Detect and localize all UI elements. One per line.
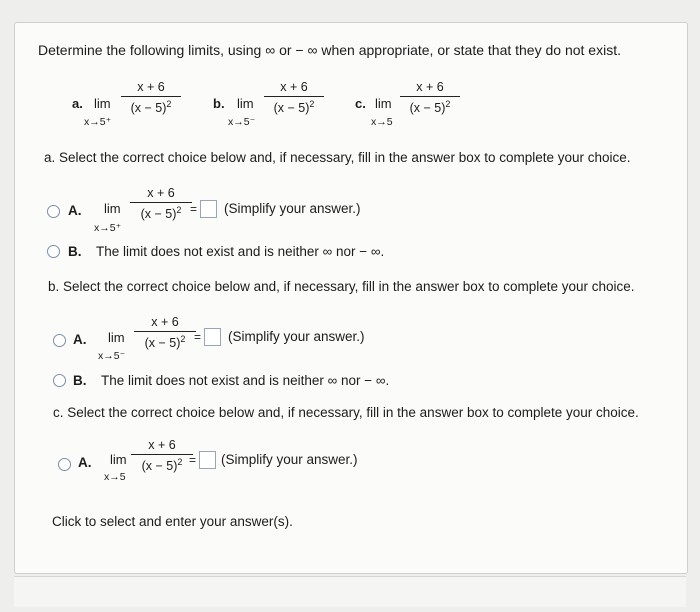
part-c-option-a-radio[interactable] xyxy=(58,458,71,471)
part-a-option-b-radio[interactable] xyxy=(47,245,60,258)
limit-b-lim: lim xyxy=(237,96,254,111)
limit-b-denominator: $(x - 5)^2$ xyxy=(273,99,315,116)
part-b-option-a-label: A. xyxy=(73,332,87,347)
numerator: x + 6 xyxy=(151,315,179,329)
part-c-answer-box[interactable] xyxy=(199,451,216,469)
bottom-bar xyxy=(14,576,686,607)
limit-a-sub: x→5⁺ xyxy=(84,116,112,128)
limit-b-numerator: x + 6 xyxy=(280,80,308,94)
limit-a-denominator: $(x - 5)^2$ xyxy=(130,99,172,116)
part-b-option-a-hint: (Simplify your answer.) xyxy=(228,329,365,344)
question-card xyxy=(14,22,688,574)
part-a-option-a-label: A. xyxy=(68,203,82,218)
part-b-answer-box[interactable] xyxy=(204,328,221,346)
limit-c-lim: lim xyxy=(375,96,392,111)
limit-a-lim: lim xyxy=(94,96,111,111)
limit-a-label: a. xyxy=(72,96,83,111)
equals-sign: = xyxy=(190,202,198,216)
equals-sign: = xyxy=(189,453,197,467)
question-prompt: Determine the following limits, using ∞ or − ∞ when appropriate, or state that they do not exist. xyxy=(38,42,621,58)
part-a-option-a-hint: (Simplify your answer.) xyxy=(224,201,361,216)
part-b-option-b-text: The limit does not exist and is neither ∞ nor − ∞. xyxy=(101,373,390,388)
part-b-option-a-fraction xyxy=(134,315,196,350)
footer-instruction: Click to select and enter your answer(s). xyxy=(52,514,293,529)
part-b-option-b-radio[interactable] xyxy=(53,374,66,387)
part-a-option-a-sub: x→5⁺ xyxy=(94,222,122,234)
numerator: x + 6 xyxy=(148,438,176,452)
part-c-option-a-hint: (Simplify your answer.) xyxy=(221,452,358,467)
limit-c-denominator: $(x - 5)^2$ xyxy=(409,99,451,116)
part-a-option-a-radio[interactable] xyxy=(47,205,60,218)
denominator: $(x - 5)^2$ xyxy=(144,334,186,351)
limit-c-sub: x→5 xyxy=(371,116,393,128)
limit-c-label: c. xyxy=(355,96,366,111)
part-a-instruction: a. Select the correct choice below and, if necessary, fill in the answer box to complete your choice. xyxy=(44,150,631,165)
part-a-option-a-lim: lim xyxy=(104,201,121,216)
numerator: x + 6 xyxy=(147,186,175,200)
part-b-option-a-sub: x→5⁻ xyxy=(98,350,126,362)
part-b-option-b-label: B. xyxy=(73,373,87,388)
equals-sign: = xyxy=(194,330,202,344)
limit-b-sub: x→5⁻ xyxy=(228,116,256,128)
limit-c-numerator: x + 6 xyxy=(416,80,444,94)
part-a-answer-box[interactable] xyxy=(200,200,217,218)
part-a-option-b-label: B. xyxy=(68,244,82,259)
limit-b-fraction xyxy=(264,80,324,115)
part-c-option-a-fraction xyxy=(131,438,193,473)
part-c-option-a-sub: x→5 xyxy=(104,471,126,483)
limit-a-numerator: x + 6 xyxy=(137,80,165,94)
part-c-option-a-label: A. xyxy=(78,455,92,470)
part-a-option-b-text: The limit does not exist and is neither ∞ nor − ∞. xyxy=(96,244,385,259)
limit-a-fraction xyxy=(121,80,181,115)
denominator: $(x - 5)^2$ xyxy=(141,457,183,474)
part-c-instruction: c. Select the correct choice below and, if necessary, fill in the answer box to complete your choice. xyxy=(53,405,639,420)
part-a-option-a-fraction xyxy=(130,186,192,221)
part-b-option-a-lim: lim xyxy=(108,330,125,345)
denominator: $(x - 5)^2$ xyxy=(140,205,182,222)
part-b-instruction: b. Select the correct choice below and, if necessary, fill in the answer box to complete your choice. xyxy=(48,279,635,294)
part-c-option-a-lim: lim xyxy=(110,452,127,467)
limit-b-label: b. xyxy=(213,96,225,111)
part-b-option-a-radio[interactable] xyxy=(53,334,66,347)
limit-c-fraction xyxy=(400,80,460,115)
